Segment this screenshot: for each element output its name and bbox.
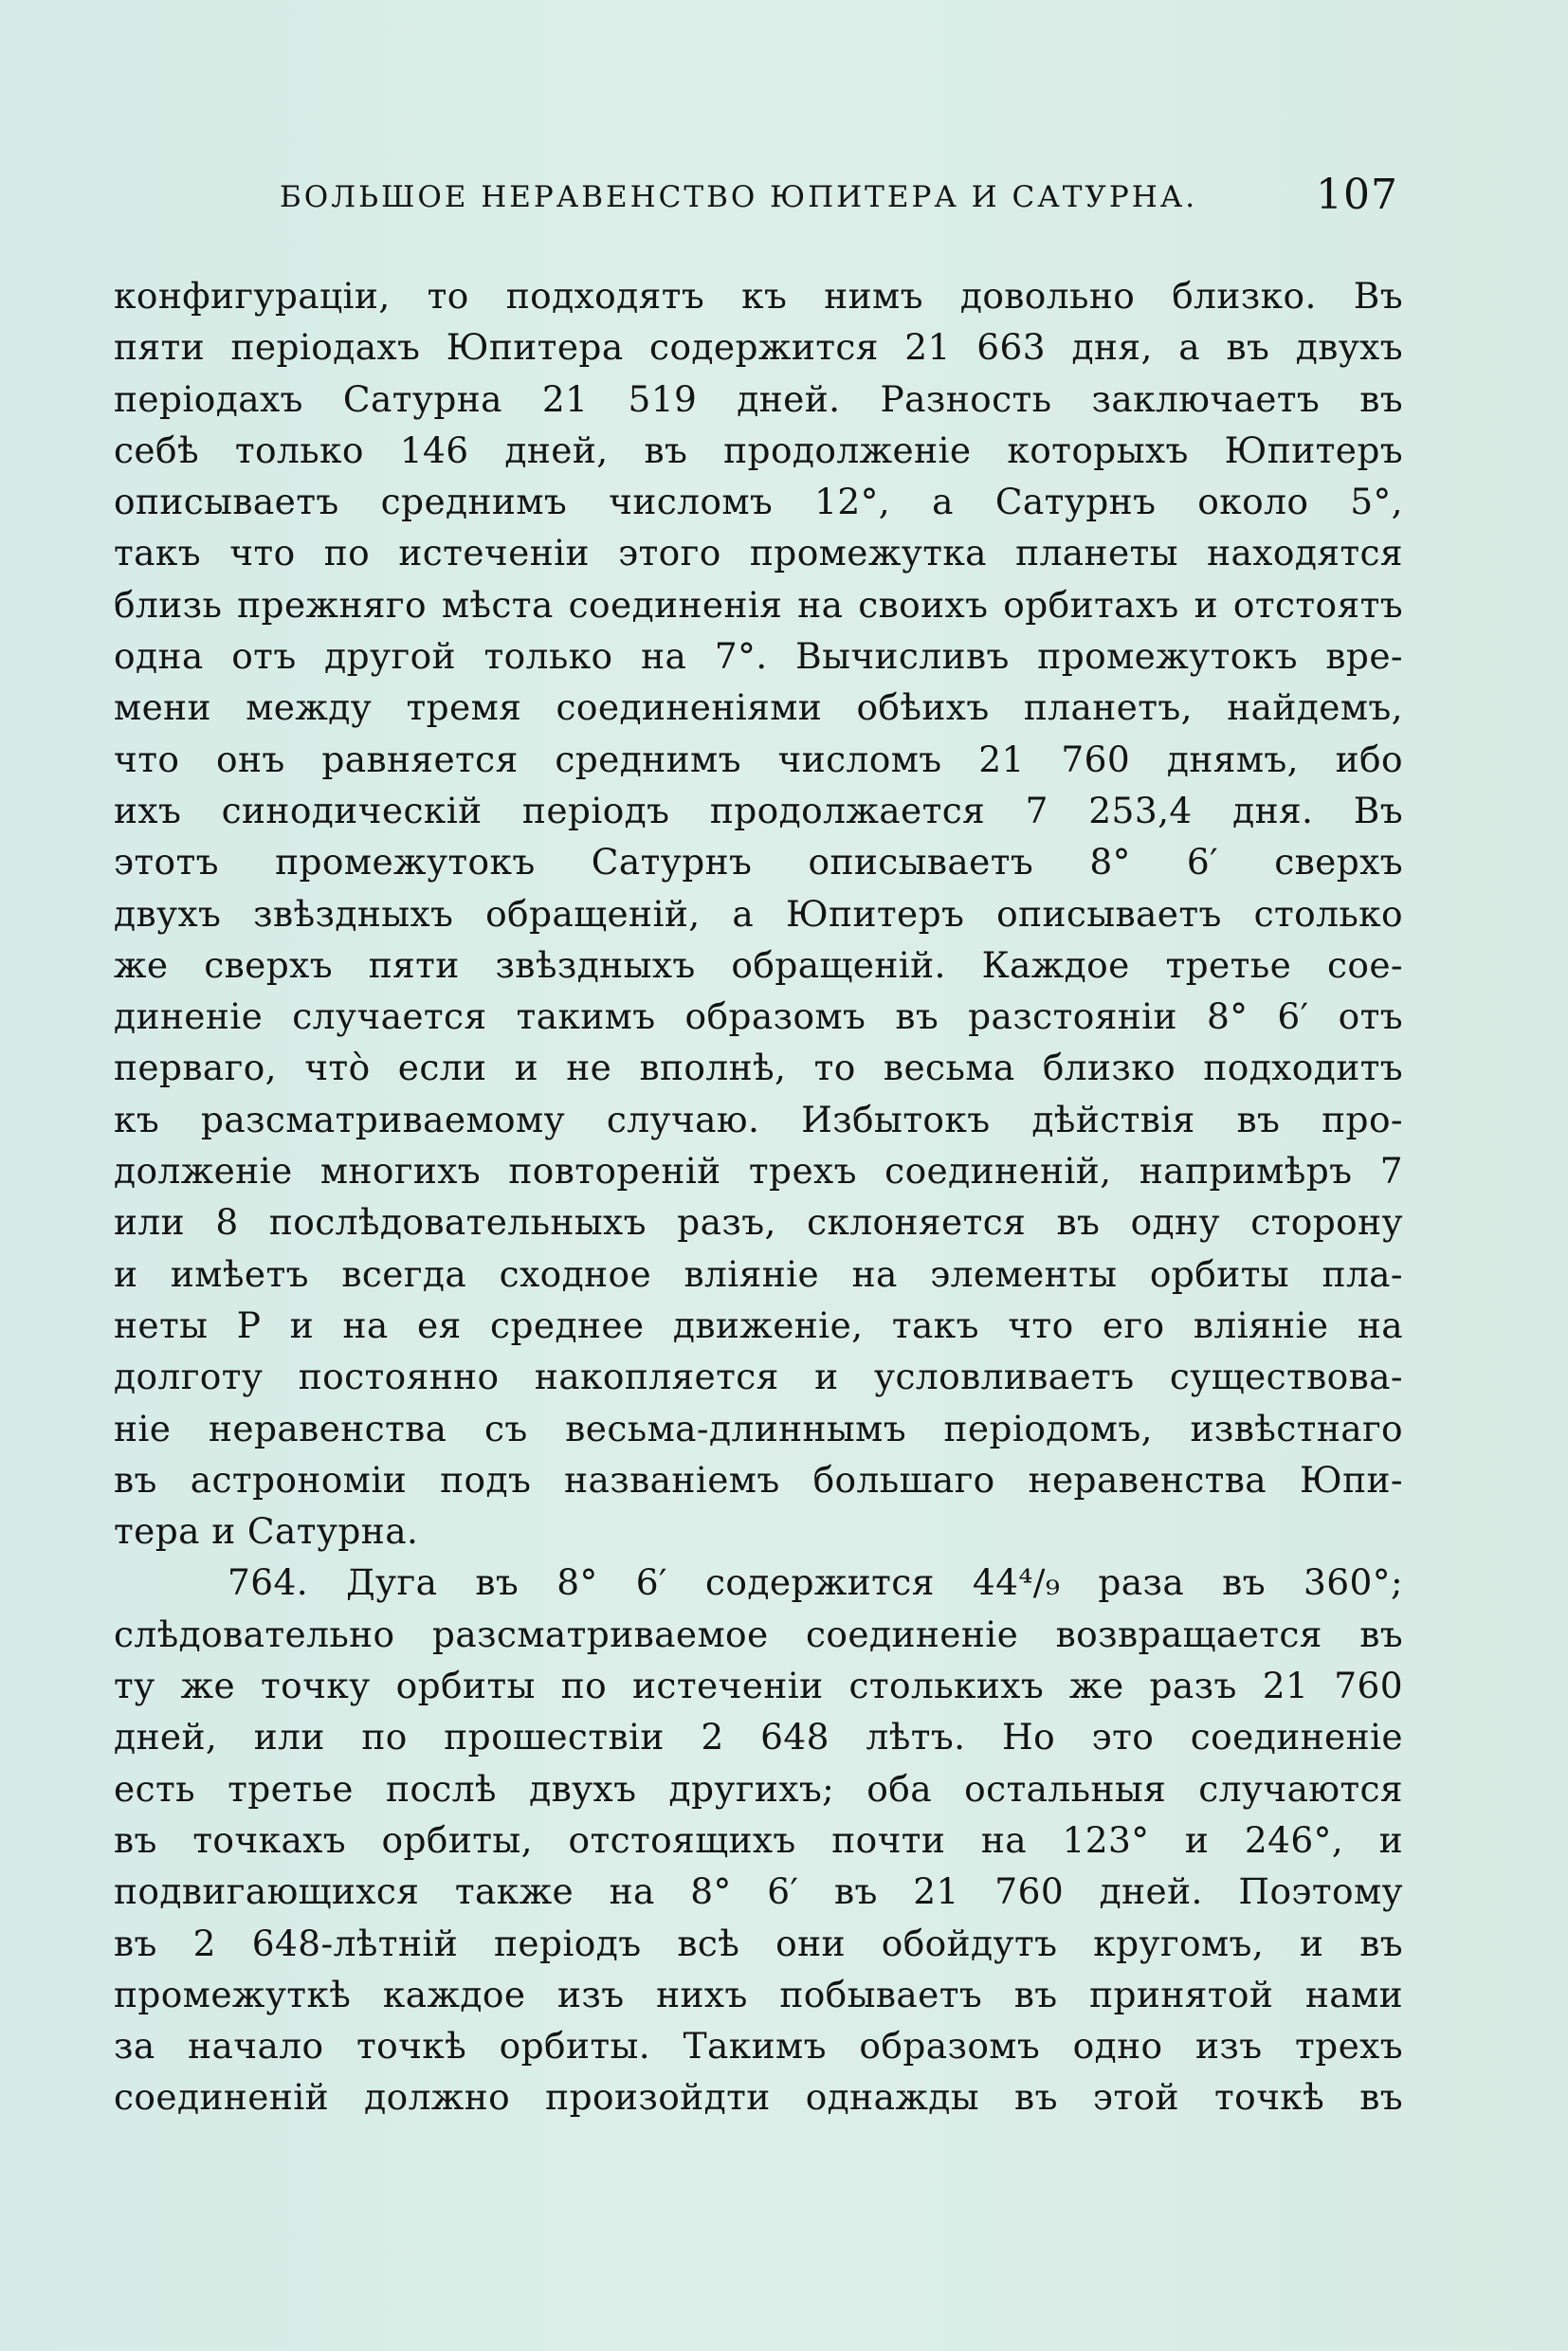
text-line: долженiе многихъ повторенiй трехъ соединенiй, напримѣръ 7 <box>114 1150 1403 1193</box>
text-line: дней, или по прошествiи 2 648 лѣтъ. Но это соединенiе <box>114 1716 1403 1759</box>
text-line: ихъ синодическiй перiодъ продолжается 7 253,4 дня. Въ <box>114 789 1403 831</box>
text-line: въ точкахъ орбиты, отстоящихъ почти на 123° и 246°, и <box>114 1818 1403 1861</box>
text-line: конфигурацiи, то подходятъ къ нимъ довольно близко. Въ <box>114 275 1403 317</box>
text-line: близь прежняго мѣста соединенiя на своихъ орбитахъ и отстоятъ <box>114 583 1403 626</box>
text-line: двухъ звѣздныхъ обращенiй, а Юпитеръ описываетъ столько <box>114 892 1403 935</box>
body-text <box>114 270 1403 2123</box>
text-line: неты P и на ея среднее движенiе, такъ что его влiянiе на <box>114 1303 1403 1346</box>
text-line: ту же точку орбиты по истеченiи столькихъ же разъ 21 760 <box>114 1665 1403 1707</box>
text-line: перваго, что̀ если и не вполнѣ, то весьма близко подходитъ <box>114 1047 1403 1089</box>
paragraph-end-line: тера и Сатурна. <box>114 1510 419 1553</box>
text-line: въ астрономiи подъ названiемъ большаго неравенства Юпи- <box>114 1458 1403 1501</box>
page-header <box>280 171 1398 228</box>
text-line: и имѣетъ всегда сходное влiянiе на элементы орбиты пла- <box>114 1252 1403 1295</box>
text-line: диненiе случается такимъ образомъ въ разстоянiи 8° 6′ отъ <box>114 995 1403 1038</box>
page-number: 107 <box>1316 171 1398 219</box>
text-line: подвигающихся также на 8° 6′ въ 21 760 дней. Поэтому <box>114 1870 1403 1913</box>
text-line: пяти перiодахъ Юпитера содержится 21 663 дня, а въ двухъ <box>114 326 1403 369</box>
text-line: нiе неравенства съ весьма-длиннымъ перiодомъ, извѣстнаго <box>114 1407 1403 1449</box>
text-line: или 8 послѣдовательныхъ разъ, склоняется въ одну сторону <box>114 1201 1403 1244</box>
text-line: за начало точкѣ орбиты. Такимъ образомъ одно изъ трехъ <box>114 2025 1403 2068</box>
text-line: что онъ равняется среднимъ числомъ 21 760 днямъ, ибо <box>114 738 1403 780</box>
text-line: слѣдовательно разсматриваемое соединенiе возвращается въ <box>114 1613 1403 1655</box>
text-line: къ разсматриваемому случаю. Избытокъ дѣйствiя въ про- <box>114 1098 1403 1140</box>
text-line: перiодахъ Сатурна 21 519 дней. Разность заключаетъ въ <box>114 377 1403 420</box>
text-line: же сверхъ пяти звѣздныхъ обращенiй. Каждое третье сое- <box>114 943 1403 986</box>
text-line: есть третье послѣ двухъ другихъ; оба остальныя случаются <box>114 1767 1403 1810</box>
text-line: въ 2 648-лѣтнiй перiодъ всѣ они обойдутъ кругомъ, и въ <box>114 1922 1403 1964</box>
text-line: мени между тремя соединенiями обѣихъ планетъ, найдемъ, <box>114 686 1403 729</box>
section-764-first-line: 764. Дуга въ 8° 6′ содержится 44⁴/₉ раза въ 360°; <box>228 1561 1403 1604</box>
text-line: этотъ промежутокъ Сатурнъ описываетъ 8° 6′ сверхъ <box>114 841 1403 884</box>
text-line: одна отъ другой только на 7°. Вычисливъ промежутокъ вре- <box>114 635 1403 678</box>
running-title: БОЛЬШОЕ НЕРАВЕНСТВО ЮПИТЕРА И САТУРНА. <box>280 180 1198 214</box>
text-line: промежуткѣ каждое изъ нихъ побываетъ въ принятой нами <box>114 1973 1403 2015</box>
text-line: себѣ только 146 дней, въ продолженiе которыхъ Юпитеръ <box>114 428 1403 471</box>
text-line: соединенiй должно произойдти однажды въ этой точкѣ въ <box>114 2076 1403 2119</box>
text-line: описываетъ среднимъ числомъ 12°, а Сатурнъ около 5°, <box>114 481 1403 523</box>
text-line: долготу постоянно накопляется и условливаетъ существова- <box>114 1356 1403 1398</box>
text-line: такъ что по истеченiи этого промежутка планеты находятся <box>114 532 1403 574</box>
